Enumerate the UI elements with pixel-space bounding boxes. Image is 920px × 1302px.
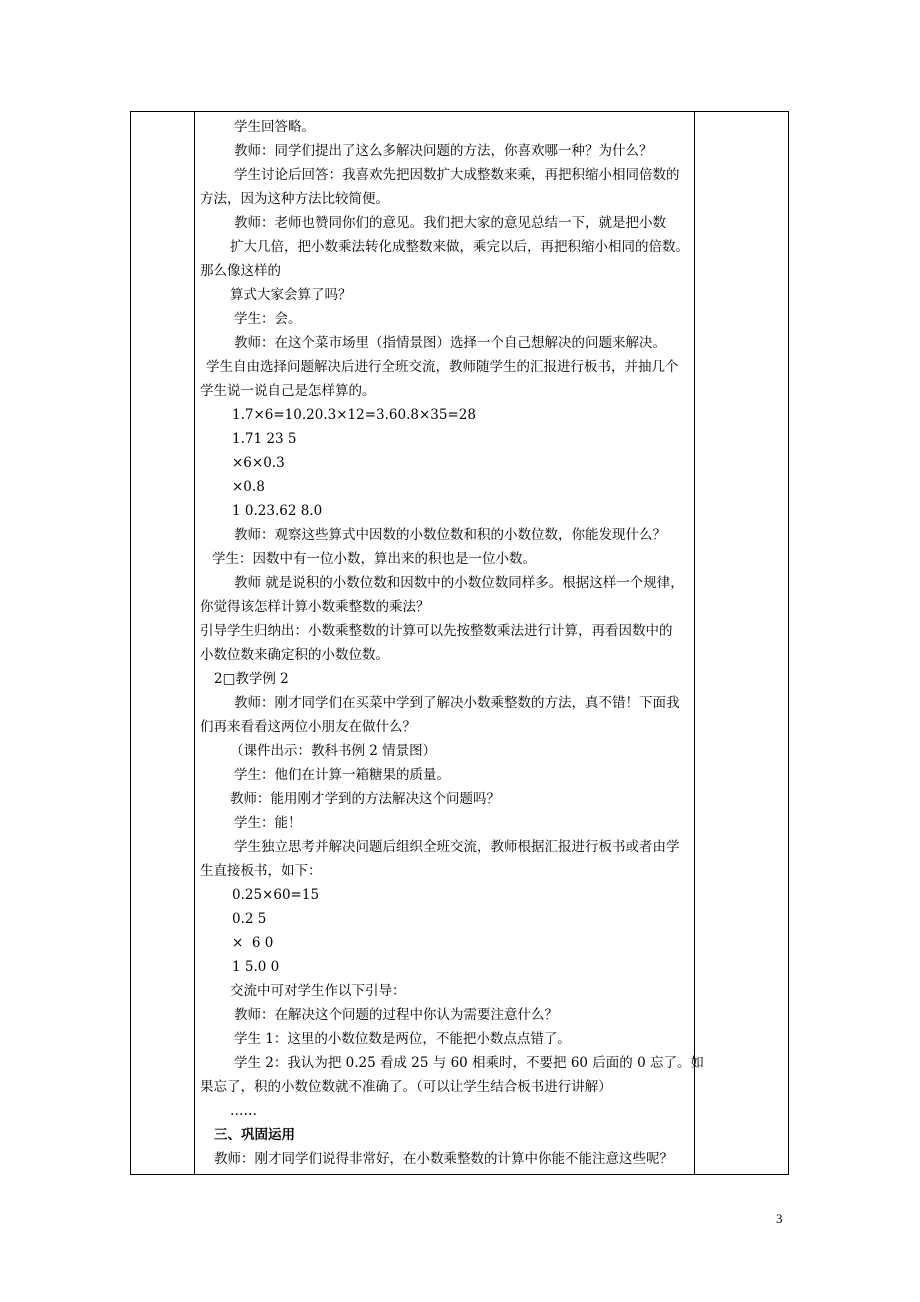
text-line: 教师：刚才同学们在买菜中学到了解决小数乘整数的方法，真不错！下面我 <box>234 695 680 711</box>
text-line: 教师：老师也赞同你们的意见。我们把大家的意见总结一下，就是把小数 <box>234 215 666 231</box>
text-line: 教师：同学们提出了这么多解决问题的方法，你喜欢哪一种？为什么？ <box>234 143 653 159</box>
math-line: 1 5.0 0 <box>232 959 280 975</box>
text-line: 教师：刚才同学们说得非常好，在小数乘整数的计算中你能不能注意这些呢？ <box>214 1151 673 1167</box>
text-line: 学生：因数中有一位小数，算出来的积也是一位小数。 <box>212 551 536 567</box>
text-line: 教师 就是说积的小数位数和因数中的小数位数同样多。根据这样一个规律， <box>234 575 684 591</box>
math-line: × 6 0 <box>232 935 274 951</box>
math-line: 1.71 23 5 <box>232 431 297 447</box>
text-line: 小数位数来确定积的小数位数。 <box>200 647 389 663</box>
text-line: 教师：能用刚才学到的方法解决这个问题吗？ <box>230 791 500 807</box>
text-line: 学生独立思考并解决问题后组织全班交流，教师根据汇报进行板书或者由学 <box>234 839 680 855</box>
text-line: 教师：在解决这个问题的过程中你认为需要注意什么？ <box>234 1007 558 1023</box>
text-line: 学生 1：这里的小数位数是两位，不能把小数点点错了。 <box>234 1031 571 1047</box>
text-line: 引导学生归纳出：小数乘整数的计算可以先按整数乘法进行计算，再看因数中的 <box>200 623 673 639</box>
text-line: 们再来看看这两位小朋友在做什么？ <box>200 719 416 735</box>
text-line: 学生 2：我认为把 0.25 看成 25 与 60 相乘时，不要把 60 后面的 0 忘了。如 <box>234 1055 704 1071</box>
math-line: ×6×0.3 <box>232 455 285 471</box>
math-line: 0.2 5 <box>232 911 267 927</box>
text-line: 学生说一说自己是怎样算的。 <box>200 383 376 399</box>
text-line: 学生讨论后回答：我喜欢先把因数扩大成整数来乘，再把积缩小相同倍数的 <box>234 167 680 183</box>
table-column-divider-right <box>694 112 695 1174</box>
text-line: …… <box>230 1103 257 1119</box>
text-line: 学生回答略。 <box>234 119 315 135</box>
text-line: 学生：能！ <box>234 815 302 831</box>
section-heading: 2□教学例 2 <box>214 671 289 687</box>
math-line: 1 0.23.62 8.0 <box>232 503 323 519</box>
text-line: 学生：他们在计算一箱糖果的质量。 <box>234 767 450 783</box>
text-line: 教师：在这个菜市场里（指情景图）选择一个自己想解决的问题来解决。 <box>234 335 666 351</box>
section-heading: 三、巩固运用 <box>214 1127 295 1143</box>
text-line: 那么像这样的 <box>200 263 281 279</box>
text-line: 交流中可对学生作以下引导： <box>230 983 406 999</box>
text-line: 你觉得该怎样计算小数乘整数的乘法？ <box>200 599 430 615</box>
text-line: 算式大家会算了吗？ <box>230 287 352 303</box>
text-line: 生直接板书，如下： <box>200 863 322 879</box>
text-line: 方法，因为这种方法比较简便。 <box>200 191 389 207</box>
page-number: 3 <box>776 1211 783 1226</box>
text-line: 学生自由选择问题解决后进行全班交流，教师随学生的汇报进行板书，并抽几个 <box>206 359 679 375</box>
text-line: （课件出示：教科书例 2 情景图） <box>230 743 437 759</box>
table-column-divider-left <box>194 112 195 1174</box>
text-line: 学生：会。 <box>234 311 302 327</box>
math-line: 0.25×60=15 <box>232 887 320 903</box>
math-line: ×0.8 <box>232 479 265 495</box>
text-line: 扩大几倍，把小数乘法转化成整数来做，乘完以后，再把积缩小相同的倍数。 <box>230 239 689 255</box>
text-line: 教师：观察这些算式中因数的小数位数和积的小数位数，你能发现什么？ <box>234 527 666 543</box>
text-line: 果忘了，积的小数位数就不准确了。（可以让学生结合板书进行讲解） <box>200 1079 612 1095</box>
math-line: 1.7×6=10.20.3×12=3.60.8×35=28 <box>232 407 476 423</box>
